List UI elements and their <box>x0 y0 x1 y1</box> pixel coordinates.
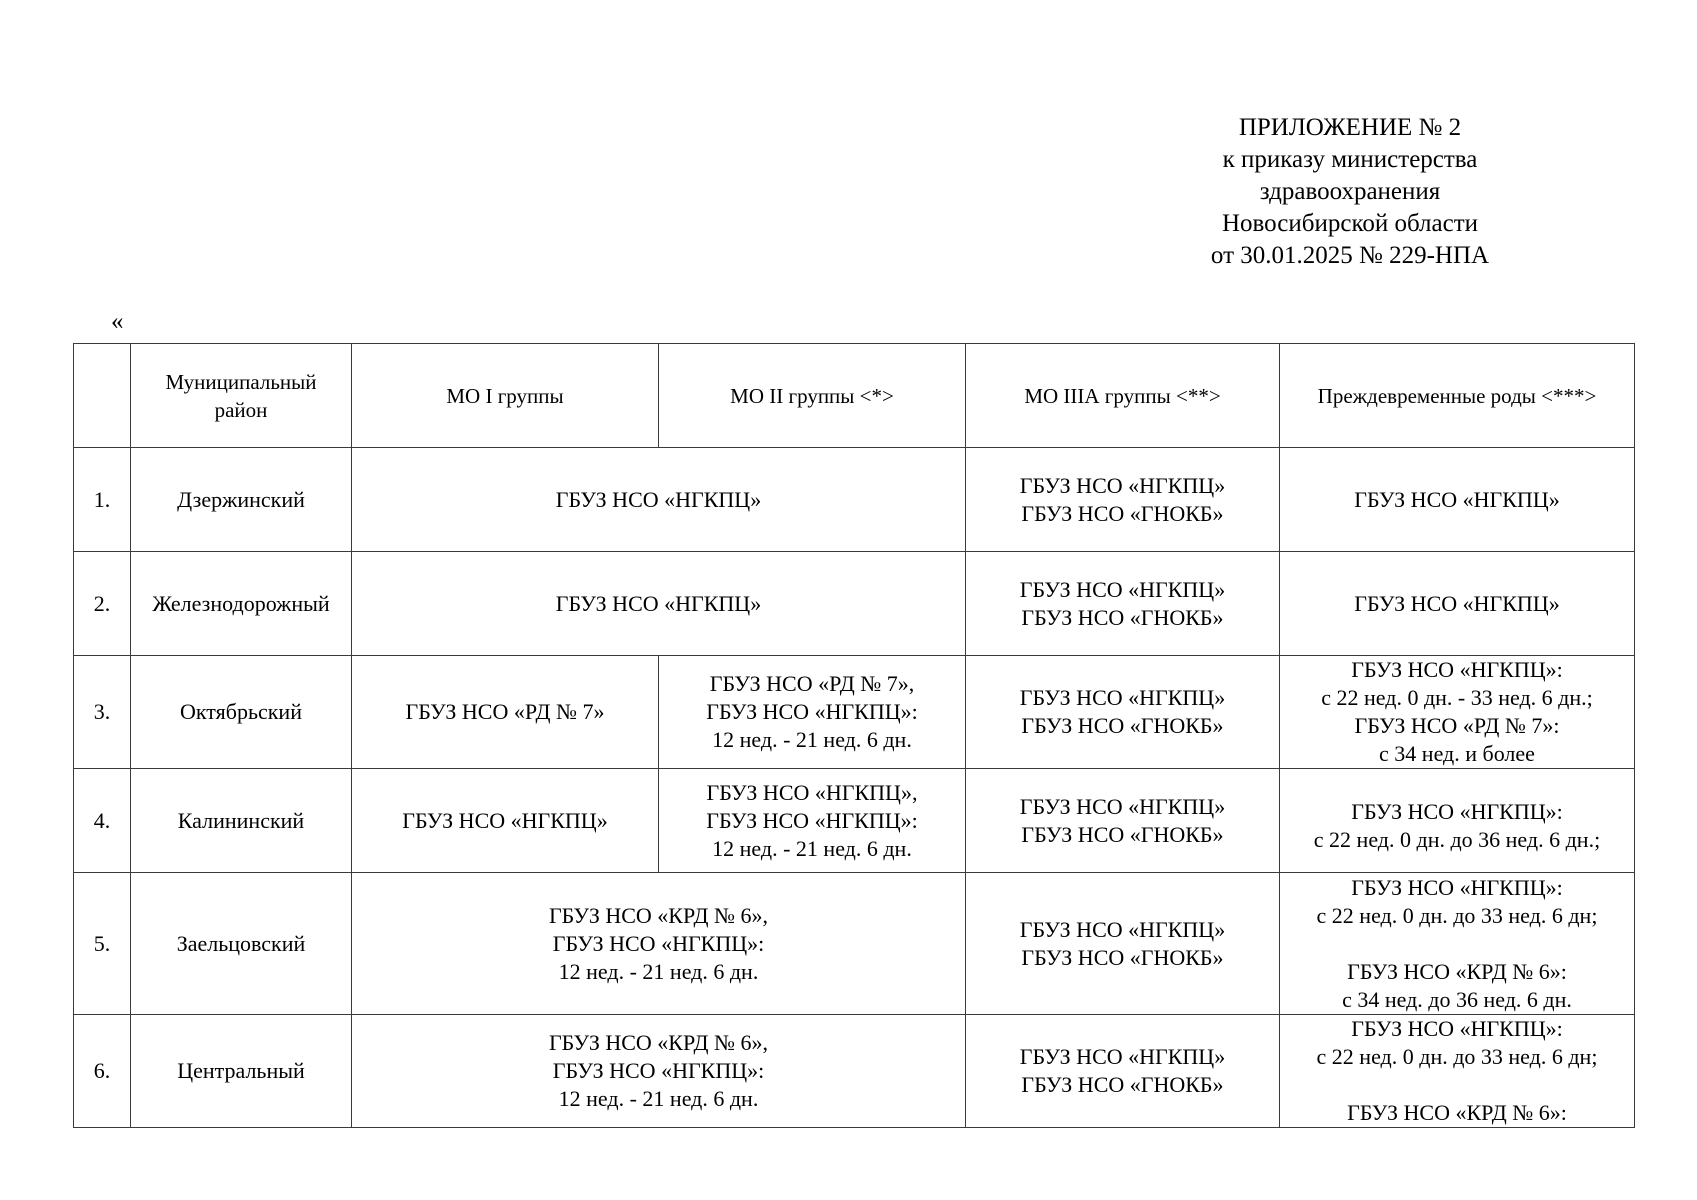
cell-line: ГБУЗ НСО «НГКПЦ»: <box>706 699 918 724</box>
cell-mo12-merged <box>352 1015 966 1128</box>
header-mo1: МО I группы <box>352 344 659 448</box>
cell-line: ГБУЗ НСО «НГКПЦ» <box>555 590 762 616</box>
cell-mo12-merged <box>352 448 966 552</box>
cell-line: с 22 нед. 0 дн. до 33 нед. 6 дн; <box>1316 1044 1598 1069</box>
row-number: 5. <box>74 873 131 1015</box>
header-district-line: Муниципальный <box>165 369 317 394</box>
cell-preterm <box>1280 769 1635 873</box>
row-district: Заельцовский <box>131 873 352 1015</box>
cell-line: с 22 нед. 0 дн. до 36 нед. 6 дн.; <box>1313 826 1601 852</box>
cell-line: 12 нед. - 21 нед. 6 дн. <box>712 727 912 752</box>
cell-line: ГБУЗ НСО «НГКПЦ» <box>1354 486 1560 512</box>
cell-preterm <box>1280 552 1635 656</box>
cell-line: ГБУЗ НСО «ГНОКБ» <box>1021 713 1224 738</box>
row-number: 2. <box>74 552 131 656</box>
cell-line: ГБУЗ НСО «НГКПЦ»: <box>1351 798 1563 824</box>
appendix-line-region: Новосибирской области <box>1221 210 1479 237</box>
cell-line: ГБУЗ НСО «КРД № 6»: <box>1347 1100 1567 1125</box>
cell-line: ГБУЗ НСО «НГКПЦ» <box>1019 685 1226 710</box>
cell-mo12-merged <box>352 552 966 656</box>
cell-line: ГБУЗ НСО «НГКПЦ» <box>555 486 762 512</box>
row-number: 3. <box>74 656 131 769</box>
cell-mo1 <box>352 769 659 873</box>
cell-mo1 <box>352 656 659 769</box>
cell-line: ГБУЗ НСО «НГКПЦ»: <box>1351 1016 1563 1041</box>
row-district: Центральный <box>131 1015 352 1128</box>
header-num <box>74 344 131 448</box>
cell-line: ГБУЗ НСО «НГКПЦ»: <box>1351 657 1563 682</box>
cell-line: с 34 нед. до 36 нед. 6 дн. <box>1342 986 1572 1012</box>
cell-line: ГБУЗ НСО «НГКПЦ» <box>1019 1044 1226 1069</box>
cell-line: ГБУЗ НСО «НГКПЦ»: <box>1351 874 1563 900</box>
appendix-line-date: от 30.01.2025 № 229-НПА <box>1210 242 1490 269</box>
cell-mo2 <box>659 656 966 769</box>
table-row <box>74 873 1635 1015</box>
cell-line: с 22 нед. 0 дн. до 33 нед. 6 дн; <box>1316 902 1598 928</box>
cell-mo3a <box>966 656 1280 769</box>
table-row <box>74 448 1635 552</box>
row-district: Октябрьский <box>131 656 352 769</box>
cell-line: ГБУЗ НСО «ГНОКБ» <box>1021 821 1224 847</box>
header-district <box>131 344 352 448</box>
cell-line: ГБУЗ НСО «НГКПЦ», <box>706 779 918 805</box>
cell-line: ГБУЗ НСО «НГКПЦ» <box>402 807 608 833</box>
cell-line: ГБУЗ НСО «ГНОКБ» <box>1021 500 1224 526</box>
cell-mo3a <box>966 552 1280 656</box>
table-row <box>74 1015 1635 1128</box>
appendix-header <box>1140 112 1560 272</box>
cell-line: ГБУЗ НСО «КРД № 6», <box>548 902 769 928</box>
cell-line: ГБУЗ НСО «ГНОКБ» <box>1021 944 1224 970</box>
cell-line: с 34 нед. и более <box>1379 741 1535 766</box>
cell-line: 12 нед. - 21 нед. 6 дн. <box>558 1086 759 1111</box>
cell-line-blank <box>1280 1071 1634 1099</box>
opening-quote: « <box>111 308 124 335</box>
cell-mo3a <box>966 1015 1280 1128</box>
row-district: Калининский <box>131 769 352 873</box>
cell-preterm <box>1280 448 1635 552</box>
cell-line: ГБУЗ НСО «НГКПЦ» <box>1019 472 1226 498</box>
cell-line: ГБУЗ НСО «РД № 7», <box>709 671 915 696</box>
row-number: 4. <box>74 769 131 873</box>
cell-line: 12 нед. - 21 нед. 6 дн. <box>558 958 759 984</box>
cell-line: ГБУЗ НСО «РД № 7» <box>405 699 605 724</box>
appendix-title: ПРИЛОЖЕНИЕ № 2 <box>1238 114 1462 141</box>
appendix-line-ministry: здравоохранения <box>1259 178 1441 205</box>
cell-mo2 <box>659 769 966 873</box>
routing-table <box>73 343 1635 1128</box>
cell-line: с 22 нед. 0 дн. - 33 нед. 6 дн.; <box>1321 685 1593 710</box>
table-row <box>74 769 1635 873</box>
cell-line: ГБУЗ НСО «НГКПЦ» <box>1019 793 1226 819</box>
header-preterm: Преждевременные роды <***> <box>1280 344 1635 448</box>
cell-line: ГБУЗ НСО «НГКПЦ» <box>1019 916 1226 942</box>
cell-line: ГБУЗ НСО «НГКПЦ»: <box>552 930 765 956</box>
cell-line: ГБУЗ НСО «КРД № 6»: <box>1347 958 1567 984</box>
cell-line: ГБУЗ НСО «НГКПЦ» <box>1354 590 1560 616</box>
table-row <box>74 656 1635 769</box>
cell-preterm <box>1280 873 1635 1015</box>
cell-line: ГБУЗ НСО «НГКПЦ»: <box>552 1058 765 1083</box>
cell-line: ГБУЗ НСО «ГНОКБ» <box>1021 1072 1224 1097</box>
cell-line: ГБУЗ НСО «НГКПЦ» <box>1019 576 1226 602</box>
cell-line: ГБУЗ НСО «КРД № 6», <box>548 1030 769 1055</box>
row-district: Дзержинский <box>131 448 352 552</box>
cell-mo12-merged <box>352 873 966 1015</box>
cell-line-blank <box>1280 930 1634 958</box>
table-row <box>74 552 1635 656</box>
appendix-line-order: к приказу министерства <box>1222 146 1478 173</box>
row-number: 1. <box>74 448 131 552</box>
table-header-row <box>74 344 1635 448</box>
cell-line: ГБУЗ НСО «ГНОКБ» <box>1021 604 1224 630</box>
cell-line: ГБУЗ НСО «РД № 7»: <box>1354 713 1560 738</box>
row-district: Железнодорожный <box>131 552 352 656</box>
cell-mo3a <box>966 769 1280 873</box>
cell-preterm <box>1280 656 1635 769</box>
cell-line: ГБУЗ НСО «НГКПЦ»: <box>706 807 918 833</box>
row-number: 6. <box>74 1015 131 1128</box>
cell-mo3a <box>966 873 1280 1015</box>
cell-preterm <box>1280 1015 1635 1128</box>
header-district-line: район <box>214 397 268 422</box>
header-mo2: МО II группы <*> <box>659 344 966 448</box>
header-mo3a: МО IIIА группы <**> <box>966 344 1280 448</box>
cell-line: 12 нед. - 21 нед. 6 дн. <box>712 835 912 861</box>
cell-mo3a <box>966 448 1280 552</box>
